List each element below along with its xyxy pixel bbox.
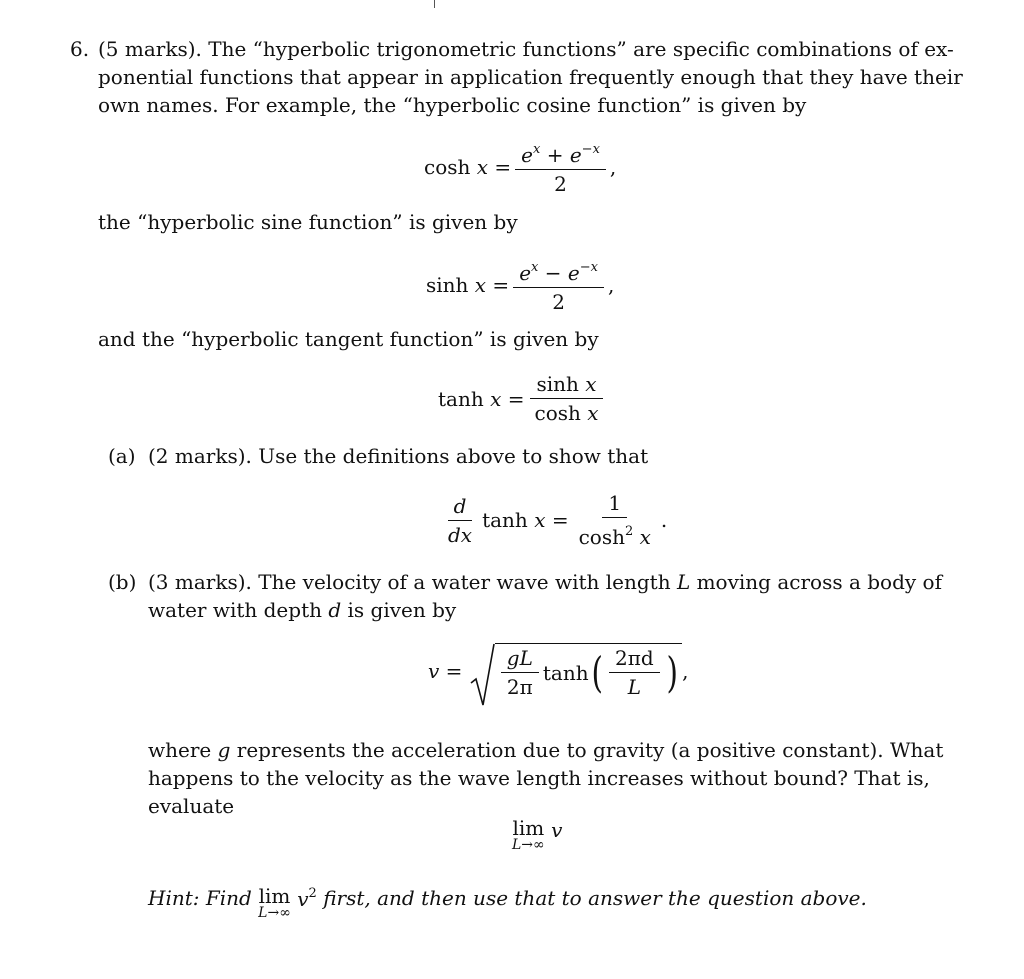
part-a-fn: tanh xyxy=(482,508,528,532)
cosh-comma: , xyxy=(609,155,617,179)
hint-limit-operator: lim L→∞ xyxy=(258,884,291,921)
part-a-period: . xyxy=(660,508,668,532)
tanh-var: x xyxy=(490,386,502,411)
square-root xyxy=(469,643,682,699)
tanh-intro: and the “hyperbolic tangent function” is given by xyxy=(98,327,599,351)
tanh-denominator: cosh x xyxy=(534,401,599,425)
hint-pre: Hint: Find xyxy=(148,886,252,910)
sinh-denominator: 2 xyxy=(552,290,565,314)
velocity-comma: , xyxy=(682,659,689,683)
tanh-numerator: sinh x xyxy=(530,372,602,399)
tanh-lhs: tanh xyxy=(438,386,484,411)
part-a-label: (a) xyxy=(108,444,136,468)
intro-line-2: ponential functions that appear in application frequently enough that they have their xyxy=(98,65,963,89)
part-b-label: (b) xyxy=(108,570,137,594)
hint-expr: $v^2$ xyxy=(297,886,317,911)
intro-line-1-text: The “hyperbolic trigonometric functions” are specific combinations of ex- xyxy=(208,37,954,61)
question-marks: (5 marks). xyxy=(98,37,202,61)
cosh-lhs: cosh xyxy=(424,155,471,179)
part-a-rhs-fraction: $\frac{1}{\cosh^2 x}$ xyxy=(578,491,651,549)
intro-line-3: own names. For example, the “hyperbolic cosine function” is given by xyxy=(98,93,807,117)
where-line-3: evaluate xyxy=(148,794,235,818)
limit-expr: v xyxy=(551,818,563,842)
cosh-var: x xyxy=(476,155,489,179)
part-b-text xyxy=(148,568,942,624)
hint-post: first, and then use that to answer the question above. xyxy=(323,886,867,910)
hint xyxy=(148,886,867,920)
tanh-fraction xyxy=(529,372,605,425)
question-number: 6. xyxy=(70,37,90,61)
where-line-1: where g represents the acceleration due to gravity (a positive constant). What xyxy=(148,738,944,762)
cosh-equation xyxy=(424,138,616,196)
where-line-2: happens to the velocity as the wave length increases without bound? That is, xyxy=(148,766,930,790)
tanh-eq: = xyxy=(507,386,525,411)
limit-operator: lim L→∞ xyxy=(512,816,545,853)
sinh-comma: , xyxy=(607,273,615,297)
cosh-numerator: $e^x + e^{-x}$ xyxy=(515,138,606,170)
velocity-equation xyxy=(428,643,688,699)
velocity-eq: = xyxy=(445,659,463,683)
part-a-var: x xyxy=(534,508,546,532)
part-a-equation xyxy=(438,491,667,549)
sinh-eq: = xyxy=(492,273,510,297)
part-b-line-1: (3 marks). The velocity of a water wave with length L moving across a body of xyxy=(148,570,942,594)
derivative-operator: $\frac{d}{dx}$ xyxy=(448,493,473,547)
velocity-lhs: v xyxy=(428,659,440,683)
limit-expression xyxy=(512,818,562,852)
sinh-equation xyxy=(426,256,614,314)
cosh-denominator: 2 xyxy=(554,172,567,196)
sinh-fraction xyxy=(513,256,604,314)
radicand: $\frac{gL}{2\pi}$ tanh ( $\frac{2\pi d}{L}$ ) xyxy=(495,643,682,699)
sinh-lhs: sinh xyxy=(426,273,469,297)
tanh-equation xyxy=(438,372,609,425)
intro-line-1 xyxy=(98,35,954,63)
part-b-line-2: water with depth d is given by xyxy=(148,598,457,622)
sinh-intro: the “hyperbolic sine function” is given by xyxy=(98,210,518,234)
sinh-numerator: $e^x - e^{-x}$ xyxy=(513,256,604,288)
part-a-text: (2 marks). Use the definitions above to show that xyxy=(148,444,649,468)
question-intro xyxy=(98,35,963,119)
part-a-eq: = xyxy=(551,508,569,532)
where-text xyxy=(148,736,943,820)
radical-sign xyxy=(469,643,495,699)
cosh-fraction xyxy=(515,138,606,196)
top-edge-mark xyxy=(434,0,435,8)
cosh-eq: = xyxy=(494,155,512,179)
sinh-var: x xyxy=(474,273,487,297)
